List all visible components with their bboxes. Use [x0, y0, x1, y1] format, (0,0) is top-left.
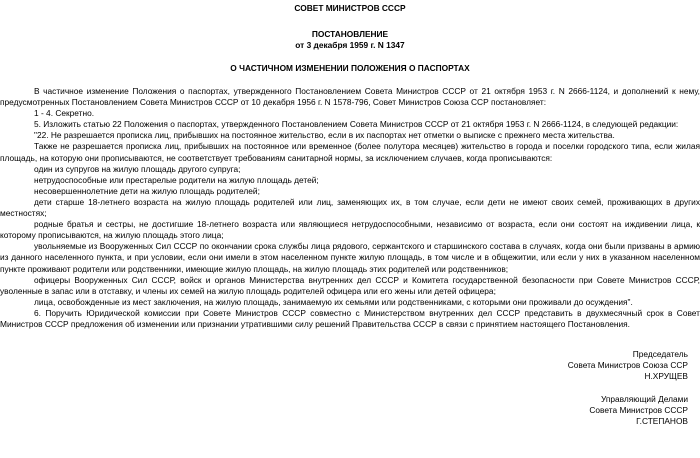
- signature-position: Председатель: [632, 349, 688, 359]
- list-item-spouse: один из супругов на жилую площадь другого супруга;: [34, 163, 241, 174]
- signature-name: Г.СТЕПАНОВ: [636, 416, 688, 427]
- list-item-released-prisoners: лица, освобожденные из мест заключения, на жилую площадь, занимаемую их семьями или родственниками, с которыми они проживали до осуждения".: [34, 296, 633, 307]
- list-item-officers: офицеры Вооруженных Сил СССР, войск и органов Министерства внутренних дел СССР и Комитета государственной безопасности при Совете Министров СССР, уволенные в запас или в отставку, и члены их семей на жилую площадь родителей офицера или его жены или детей офицера;: [0, 274, 700, 296]
- signature-body: Совета Министров Союза ССР: [567, 360, 688, 371]
- list-item-discharged-soldiers: увольняемые из Вооруженных Сил СССР по окончании срока службы лица рядового, сержантского и старшинского состава в случаях, когда они были призваны в армию из данного населенного пункта, и при условии, если они имели в этом населенном пункте жилую площадь, в том числе и в общежитии, или если у них в указанном населенном пункте проживают родители или родственники, имеющие жилую площадь, на жилую площадь этих родителей или родственников;: [0, 241, 700, 274]
- document-date-number: от 3 декабря 1959 г. N 1347: [295, 40, 405, 50]
- signature-body: Совета Министров СССР: [589, 405, 688, 416]
- signature-block-manager: [589, 394, 688, 427]
- signature-block-chairman: [568, 349, 688, 382]
- list-item-minors: несовершеннолетние дети на жилую площадь родителей;: [34, 185, 260, 196]
- signature-position: Управляющий Делами: [600, 394, 688, 404]
- paragraph-points-1-4: 1 - 4. Секретно.: [34, 108, 95, 119]
- organization-heading: СОВЕТ МИНИСТРОВ СССР: [294, 3, 406, 13]
- list-item-adult-children: дети старше 18-летнего возраста на жилую площадь родителей или лиц, заменяющих их, в том случае, если дети не имеют своих семей, проживающих в других местностях;: [0, 196, 700, 219]
- paragraph-preamble: В частичное изменение Положения о паспортах, утвержденного Постановлением Совета Министров СССР от 21 октября 1953 г. N 2666-1124, и дополнений к нему, предусмотренных Постановлением Совета Министров СССР от 10 декабря 1956 г. N 1578-796, Совет Министров Союза ССР постановляет:: [0, 86, 700, 108]
- list-item-parents: нетрудоспособные или престарелые родители на жилую площадь детей;: [34, 174, 319, 185]
- document-type-heading: ПОСТАНОВЛЕНИЕ: [311, 29, 389, 39]
- document-body: [0, 86, 700, 330]
- paragraph-article-22: "22. Не разрешается прописка лиц, прибывших на постоянное жительство, если в их паспортах нет отметки о выписке с прежнего места жительства.: [34, 130, 615, 141]
- paragraph-point-6: 6. Поручить Юридической комиссии при Совете Министров СССР совместно с Министерством внутренних дел СССР представить в двухмесячный срок в Совет Министров СССР предложения об изменении или признании утратившими силу решений Правительства СССР в связи с принятием настоящего Постановления.: [0, 307, 700, 329]
- paragraph-exceptions-intro: Также не разрешается прописка лиц, прибывших на постоянное или временное (более полутора месяцев) жительство в города и поселки городского типа, если жилая площадь, на которую они прописываются, не соответствует требованиям санитарной нормы, за исключением случаев, когда прописываются:: [0, 141, 700, 163]
- paragraph-point-5: 5. Изложить статью 22 Положения о паспортах, утвержденного Постановлением Совета Министров СССР от 21 октября 1953 г. N 2666-1124, в следующей редакции:: [34, 119, 679, 130]
- signature-name: Н.ХРУЩЕВ: [644, 371, 688, 382]
- list-item-siblings: родные братья и сестры, не достигшие 18-летнего возраста или являющиеся нетрудоспособными, независимо от возраста, если они состоят на иждивении лица, к которому прописываются, на жилую площадь этого лица;: [0, 219, 700, 241]
- document-title: О ЧАСТИЧНОМ ИЗМЕНЕНИИ ПОЛОЖЕНИЯ О ПАСПОРТАХ: [230, 63, 470, 73]
